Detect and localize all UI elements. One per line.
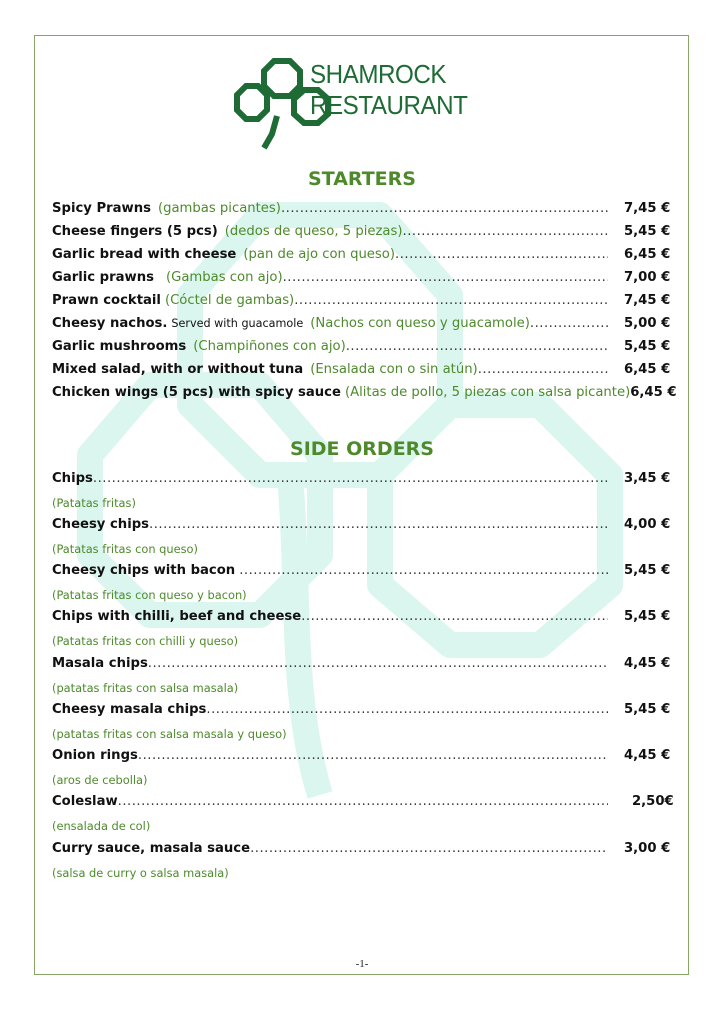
item-price: 4,45 € <box>624 656 671 671</box>
item-name: Coleslaw <box>52 794 118 809</box>
leader-dots <box>301 609 608 624</box>
item-name: Curry sauce, masala sauce <box>52 841 251 856</box>
leader-dots <box>148 656 608 671</box>
item-price: 3,45 € <box>624 471 671 486</box>
item-name: Garlic bread with cheese <box>52 247 237 262</box>
item-spanish: (Patatas fritas) <box>52 496 136 510</box>
item-price: 4,45 € <box>624 748 671 763</box>
menu-item <box>52 247 670 267</box>
item-price: 5,45 € <box>624 609 671 624</box>
item-price: 5,45 € <box>624 563 671 578</box>
item-spanish: (Patatas fritas con chilli y queso) <box>52 634 239 648</box>
item-spanish: (patatas fritas con salsa masala y queso) <box>52 727 287 741</box>
leader-dots <box>138 748 608 763</box>
item-spanish: (aros de cebolla) <box>52 773 148 787</box>
page-number: -1- <box>355 958 369 970</box>
leader-dots <box>346 339 608 354</box>
item-price: 7,00 € <box>624 270 671 285</box>
item-spanish: (salsa de curry o salsa masala) <box>52 866 229 880</box>
item-spanish: (Champiñones con ajo) <box>193 339 346 354</box>
item-spanish: (Patatas fritas con queso) <box>52 542 198 556</box>
item-name: Mixed salad, with or without tuna <box>52 362 304 377</box>
menu-item <box>52 471 670 491</box>
item-name: Chicken wings (5 pcs) with spicy sauce <box>52 385 341 400</box>
item-spanish: (Alitas de pollo, 5 piezas con salsa picante) <box>344 385 631 400</box>
menu-item <box>52 224 670 244</box>
leader-dots <box>250 841 608 856</box>
item-name: Masala chips <box>52 656 148 671</box>
leader-dots <box>530 316 608 331</box>
menu-item <box>52 517 670 537</box>
side-orders-title: SIDE ORDERS <box>290 438 434 460</box>
item-spanish: (dedos de queso, 5 piezas) <box>224 224 403 239</box>
leader-dots <box>283 270 608 285</box>
item-spanish: (patatas fritas con salsa masala) <box>52 681 239 695</box>
starters-title: STARTERS <box>308 168 416 190</box>
item-spanish: (gambas picantes) <box>157 201 281 216</box>
leader-dots <box>206 702 608 717</box>
leader-dots <box>149 517 608 532</box>
item-name: Onion rings <box>52 748 138 763</box>
item-price: 2,50€ <box>632 794 674 809</box>
menu-item <box>52 385 677 405</box>
item-note: Served with guacamole <box>171 317 304 330</box>
item-spanish: (Nachos con queso y guacamole) <box>310 316 530 331</box>
item-spanish: (pan de ajo con queso) <box>243 247 395 262</box>
menu-item <box>52 794 674 814</box>
item-name: Cheese fingers (5 pcs) <box>52 224 218 239</box>
item-name: Cheesy masala chips <box>52 702 207 717</box>
item-price: 6,45 € <box>624 247 671 262</box>
item-spanish: (Ensalada con o sin atún) <box>310 362 478 377</box>
item-name: Cheesy chips with bacon <box>52 563 236 578</box>
menu-item <box>52 656 670 676</box>
menu-item <box>52 270 670 290</box>
menu-item <box>52 362 670 382</box>
item-price: 3,00 € <box>624 841 671 856</box>
leader-dots <box>478 362 608 377</box>
leader-dots <box>93 471 608 486</box>
item-price: 4,00 € <box>624 517 671 532</box>
item-name: Chips with chilli, beef and cheese <box>52 609 302 624</box>
item-price: 5,00 € <box>624 316 671 331</box>
item-name: Chips <box>52 471 93 486</box>
leader-dots <box>281 201 608 216</box>
item-price: 5,45 € <box>624 339 671 354</box>
item-price: 5,45 € <box>624 224 671 239</box>
menu-item <box>52 748 670 768</box>
menu-item <box>52 201 670 221</box>
menu-item <box>52 702 670 722</box>
item-name: Prawn cocktail <box>52 293 161 308</box>
item-name: Garlic mushrooms <box>52 339 187 354</box>
menu-item <box>52 293 670 313</box>
leader-dots <box>294 293 608 308</box>
item-spanish: (Patatas fritas con queso y bacon) <box>52 588 247 602</box>
item-price: 6,45 € <box>624 362 671 377</box>
menu-item <box>52 316 670 336</box>
item-name: Spicy Prawns <box>52 201 151 216</box>
leader-dots <box>118 794 608 809</box>
item-price: 6,45 € <box>630 385 677 400</box>
item-price: 7,45 € <box>624 293 671 308</box>
brand-name-line2: RESTAURANT <box>310 90 468 120</box>
item-spanish: (ensalada de col) <box>52 819 151 833</box>
item-price: 5,45 € <box>624 702 671 717</box>
leader-dots <box>239 563 608 578</box>
menu-item <box>52 841 670 861</box>
item-price: 7,45 € <box>624 201 671 216</box>
menu-item <box>52 563 670 583</box>
item-name: Cheesy chips <box>52 517 150 532</box>
item-name: Cheesy nachos. <box>52 316 168 331</box>
leader-dots <box>395 247 608 262</box>
leader-dots <box>403 224 609 239</box>
item-spanish: (Cóctel de gambas) <box>164 293 295 308</box>
item-spanish: (Gambas con ajo) <box>165 270 283 285</box>
menu-item <box>52 609 670 629</box>
menu-item <box>52 339 670 359</box>
item-name: Garlic prawns <box>52 270 154 285</box>
brand-name-line1: SHAMROCK <box>310 59 447 89</box>
